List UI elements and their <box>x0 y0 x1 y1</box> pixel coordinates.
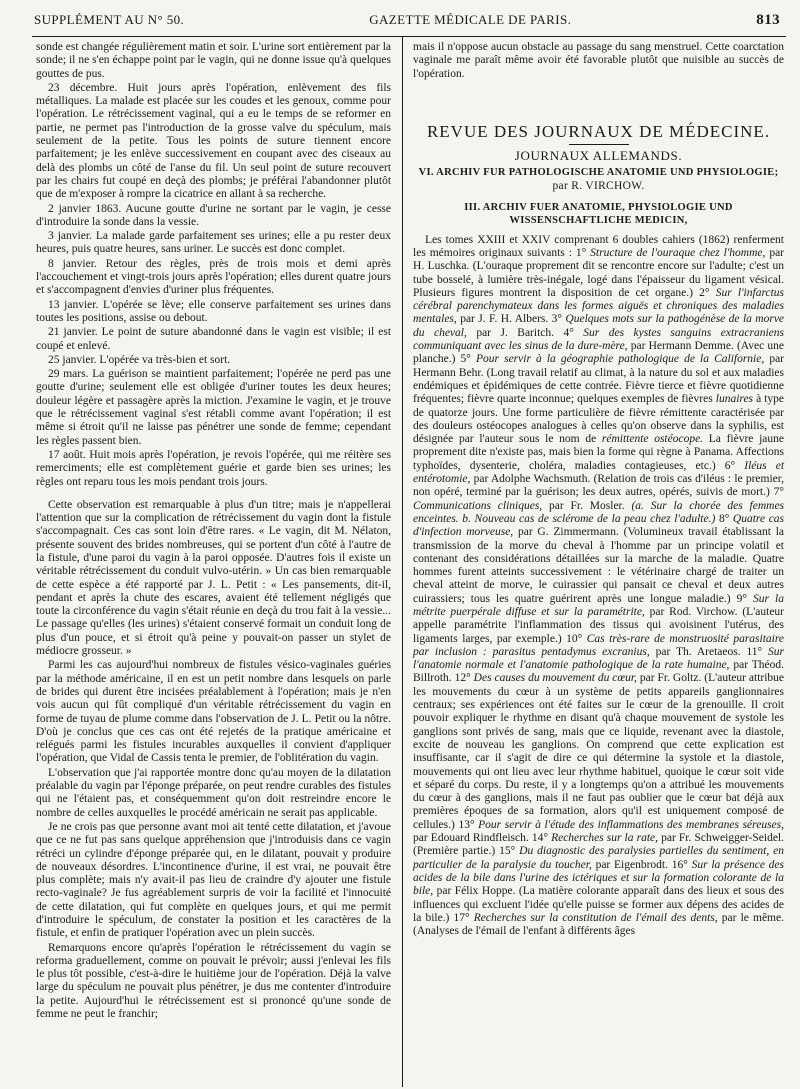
paragraph: 3 janvier. La malade garde parfaitement ses urines; elle a pu rester deux heures, puis quatre heures, sans uriner. Le succès est donc complet. <box>36 230 392 256</box>
paragraph: 21 janvier. Le point de suture abandonné dans le vagin est visible; il est coupé et enlevé. <box>36 326 392 352</box>
header-journal-title: GAZETTE MÉDICALE DE PARIS. <box>369 12 572 27</box>
paragraph: Remarquons encore qu'après l'opération le rétrécissement du vagin se reforma graduellement, comme on pouvait le prévoir; aussi j'enlevai les fils le plus tôt possible, c'est-à-dire le huitième jour de l'opération. Déjà la valve large du spéculum ne pouvait plus pénétrer, je dus me contenter d'introduire la petite. Aujourd'hui le rétrécissement est si prononcé qu'une sonde de femme ne peut le franchir; <box>36 941 392 1021</box>
title-rule <box>569 144 629 145</box>
archiv-iii-line-1: III. ARCHIV FUER ANATOMIE, PHYSIOLOGIE UND <box>464 202 733 214</box>
review-paragraph: Les tomes XXIII et XXIV comprenant 6 doubles cahiers (1862) renferment les mémoires originaux suivants : 1° Structure de l'ouraque chez l'homme, par H. Luschka. (L'ouraque proprement dit se rencontre encore sur l'adulte; c'est un tube bosselé, à lumière très-inégale, logé dans l'épaisseur du ligament vésical. Plusieurs figures montrent la disposition de cet organe.) 2° Sur l'infarctus cérébral parenchymateux dans les formes aiguës et chroniques des maladies mentales, par J. F. H. Albers. 3° Quelques mots sur la pathogénèse de la morve du cheval, par J. Baritch. 4° Sur des kystes sanguins extracraniens communiquant avec les sinus de la dure-mère, par Hermann Demme. (Avec une planche.) 5° Pour servir à la géographie pathologique de la Californie, par Hermann Behr. (Long travail relatif au climat, à la nature du sol et aux maladies endémiques et épidémiques de cette contrée. Fièvre tierce et fièvre quotidienne fréquentes; fièvre quarte inconnue; quelques exemples de fièvres lunaires à type de quatorze jours. Une forme particulière de fièvre rémittente caractérisée par des douleurs ostéocopes analogues à celles qu'on observe dans la syphilis, est désignée par l'auteur sous le nom de rémittente ostéocope. La fièvre jaune proprement dite n'existe pas, mais bien la forme qui règne à Panama. Affections typhoïdes, dysenterie, choléra, maladies contagieuses, etc.) 6° Iléus et entérotomie, par Adolphe Wachsmuth. (Relation de trois cas d'iléus : le premier, non opéré, terminé par la guérison; les deux autres, opérés, suivis de mort.) 7° Communications cliniques, par Fr. Mosler. (a. Sur la chorée des femmes enceintes. b. Nouveau cas de sclérome de la peau chez l'adulte.) 8° Quatre cas d'infection morveuse, par G. Zimmermann. (Volumineux travail établissant la transmission de la morve du cheval à l'homme par un principe volatil et contenant des considérations détaillées sur la marche de la maladie. Quatre hommes furent atteints successivement : le vétérinaire chargé de traiter un cheval atteint de morve, le cuirassier qui pansait ce cheval et deux autres cuirassiers; tous les quatre guérirent après une longue maladie.) 9° Sur la métrite puerpérale diffuse et sur la paramétrite, par Rod. Virchow. (L'auteur appelle paramétrite l'inflammation des tissus qui avoisinent l'utérus, des ligaments larges, par exemple.) 10° Cas très-rare de monstruosité parasitaire par inclusion : parasitus pentadymus excranius, par Th. Aretaeos. 11° Sur l'anatomie normale et l'anatomie pathologique de la rate humaine, par Théod. Billroth. 12° Des causes du mouvement du cœur, par Fr. Goltz. (L'auteur attribue les mouvements du cœur à un système de petits appareils ganglionnaires centraux; ses expériences ont été faites sur le cœur de la grenouille. Il croit pouvoir expliquer le rhythme en disant qu'à chaque mouvement de systole les ganglions sont privés de sang, mais que ce liquide, revenant avec la diastole, excite de nouveau les ganglions. On comprend que cette explication est insuffisante, car il s'agit de dire ce qui détermine la systole et la diastole, mouvements qui ont lieu avec leur rhythme habituel, quoique le cœur soit vide et séparé du corps. Du reste, il y a longtemps qu'on a attribué les mouvements du cœur à des ganglions, mais il ne faut pas oublier que le cœur bat déjà aux premières époques de sa formation, alors qu'il est uniquement composé de cellules.) 13° Pour servir à l'étude des inflammations des membranes séreuses, par Edouard Rindfleisch. 14° Recherches sur la rate, par Fr. Schweigger-Seidel. (Première partie.) 15° Du diagnostic des paralysies partielles du sentiment, en particulier de la paralysie du toucher, par Eigenbrodt. 16° Sur la présence des acides de la bile dans l'urine des ictériques et sur la formation colorante de la bile, par Félix Hoppe. (La matière colorante apparaît dans des lieux et sous des influences qui excluent l'idée qu'elle puisse se former aux dépens des acides de la bile.) 17° Recherches sur la constitution de l'émail des dents, par le même. (Analyses de l'émail de l'enfant à différents âges <box>413 233 785 938</box>
columns <box>32 37 786 1087</box>
section-title: REVUE DES JOURNAUX DE MÉDECINE. <box>426 121 771 141</box>
paragraph: 17 août. Huit mois après l'opération, je revois l'opérée, qui me réitère ses remerciments; elle est complètement guérie et garde bien ses urines; les règles ont reparu tous les mois pendant trois jours. <box>36 448 392 488</box>
paragraph: Je ne crois pas que personne avant moi ait tenté cette dilatation, et j'avoue que ce ne fut pas sans quelque appréhension que j'introduisis dans ce vagin rétréci un cylindre d'éponge préparée qui, en le dilatant, pouvait y produire de nouveaux désordres. L'incontinence d'urine, il est vrai, ne pouvait être plus complète; mais n'y avait-il pas lieu de craindre d'y ajouter une fistule recto-vaginale? Je fus agréablement surpris de voir la facilité et l'innocuité de cette dilatation, qui fut complète en quelques jours, et qui me permit d'introduire le spéculum, de constater la position et les caractères de la fistule, et enfin de pratiquer l'opération avec un plein succès. <box>36 820 392 940</box>
paragraph: 23 décembre. Huit jours après l'opération, enlèvement des fils métalliques. La malade est placée sur les coudes et les genoux, comme pour l'opération. Le rétrécissement vaginal, qui a eu le temps de se reformer en partie, ne permet pas l'introduction de la grosse valve du spéculum, mais seulement de la petite. Tous les points de suture tiennent encore parfaitement; je les enlève successivement en coupant avec des ciseaux au delà des plombs un côté de l'anse du fil. Un seul point de suture recouvert par les chairs fut coupé en deçà des plombs; je préférai l'abandonner plutôt que de m'exposer à rompre la cicatrice en allant à sa recherche. <box>36 81 392 201</box>
paragraph: 29 mars. La guérison se maintient parfaitement; l'opérée ne perd pas une goutte d'urine; seulement elle est obligée d'uriner toutes les deux heures; douleur légère et passagère après la miction. J'examine le vagin, et je trouve que le rétrécissement vaginal s'est rétabli comme avant l'opération; il est même si étroit qu'il ne laisse pas pénétrer une sonde de femme; cependant les règles passent bien. <box>36 368 392 447</box>
header-page-number: 813 <box>756 12 780 28</box>
paragraph: 8 janvier. Retour des règles, près de trois mois et demi après l'accouchement et vingt-trois jours après l'opération; elles durent quatre jours et s'accompagnent d'envies d'uriner plus fréquentes. <box>36 257 392 297</box>
right-column <box>401 37 786 1087</box>
archiv-vi-title: VI. ARCHIV FUR PATHOLOGISCHE ANATOMIE UND PHYSIOLOGIE; <box>418 167 779 179</box>
archiv-vi-editor: par R. VIRCHOW. <box>552 179 645 192</box>
header-supplement: SUPPLÉMENT AU N° 50. <box>34 12 185 27</box>
paragraph: 25 janvier. L'opérée va très-bien et sort. <box>48 353 231 366</box>
paragraph: mais il n'oppose aucun obstacle au passage du sang menstruel. Cette coarctation vaginale me paraît même avoir été favorable plutôt que nuisible au succès de l'opération. <box>413 41 784 80</box>
left-column <box>32 37 401 1087</box>
paragraph: L'observation que j'ai rapportée montre donc qu'au moyen de la dilatation préalable du vagin par l'éponge préparée, on peut rendre curables des fistules qui ne l'étaient pas, et conséquemment qu'on doit restreindre encore le nombre de celles auxquelles le procédé américain ne serait pas applicable. <box>36 766 392 819</box>
section-subtitle: JOURNAUX ALLEMANDS. <box>514 148 683 164</box>
column-divider <box>402 37 403 1087</box>
archiv-heading-vi <box>413 166 784 193</box>
page-header <box>32 8 786 37</box>
paragraph: Parmi les cas aujourd'hui nombreux de fistules vésico-vaginales guéries par la méthode américaine, il en est un petit nombre dans lesquels on parle de brides qui durent être incisées préalablement à l'opération; mais je n'en vois aucun qui fût compliqué d'un véritable rétrécissement du vagin en forme de tuyau de plume comme dans l'observation de J. L. Petit ou la nôtre. D'où je conclus que ces cas ont été rejetés de la pratique américaine et relégués parmi les fistules incurables auxquelles il convient d'appliquer l'opération, que Vidal de Cassis tenta le premier, de l'oblitération du vagin. <box>36 659 392 765</box>
paragraph: 13 janvier. L'opérée se lève; elle conserve parfaitement ses urines dans toutes les positions, assise ou debout. <box>36 298 392 324</box>
paragraph: 2 janvier 1863. Aucune goutte d'urine ne sortant par le vagin, je cesse d'introduire la sonde dans la vessie. <box>36 202 392 228</box>
archiv-heading-iii <box>413 201 784 228</box>
paragraph: sonde est changée régulièrement matin et soir. L'urine sort entièrement par la sonde; il ne s'en échappe point par le vagin, qui ne donne issue qu'à quelques gouttes de pus. <box>36 41 392 80</box>
paragraph: Cette observation est remarquable à plus d'un titre; mais je n'appellerai l'attention que sur la complication de rétrécissement du vagin dont la fistule s'accompagnait. Ces cas sont loin d'être rares. « Le vagin, dit M. Nélaton, présente souvent des brides nombreuses, qui se portent d'un côté à l'autre de la fistule, d'une paroi du vagin à la paroi opposée. D'autres fois il existe un véritable rétrécissement du conduit vulvo-utérin. » Un cas bien remarquable de cette espèce a été rapporté par J. L. Petit : « Les pansements, dit-il, pendant et après la chute des escares, avaient été tellement négligés que toute la circonférence du vagin s'était réunie en deçà du trou fait à la vessie... Le passage qu'elles (les urines) s'étaient conservé formait un conduit long de plus d'un pouce, et si étroit qu'à peine y pouvait-on passer un stylet de médiocre grosseur. » <box>36 498 392 658</box>
archiv-iii-line-2: WISSENSCHAFTLICHE MEDICIN, <box>509 215 688 227</box>
